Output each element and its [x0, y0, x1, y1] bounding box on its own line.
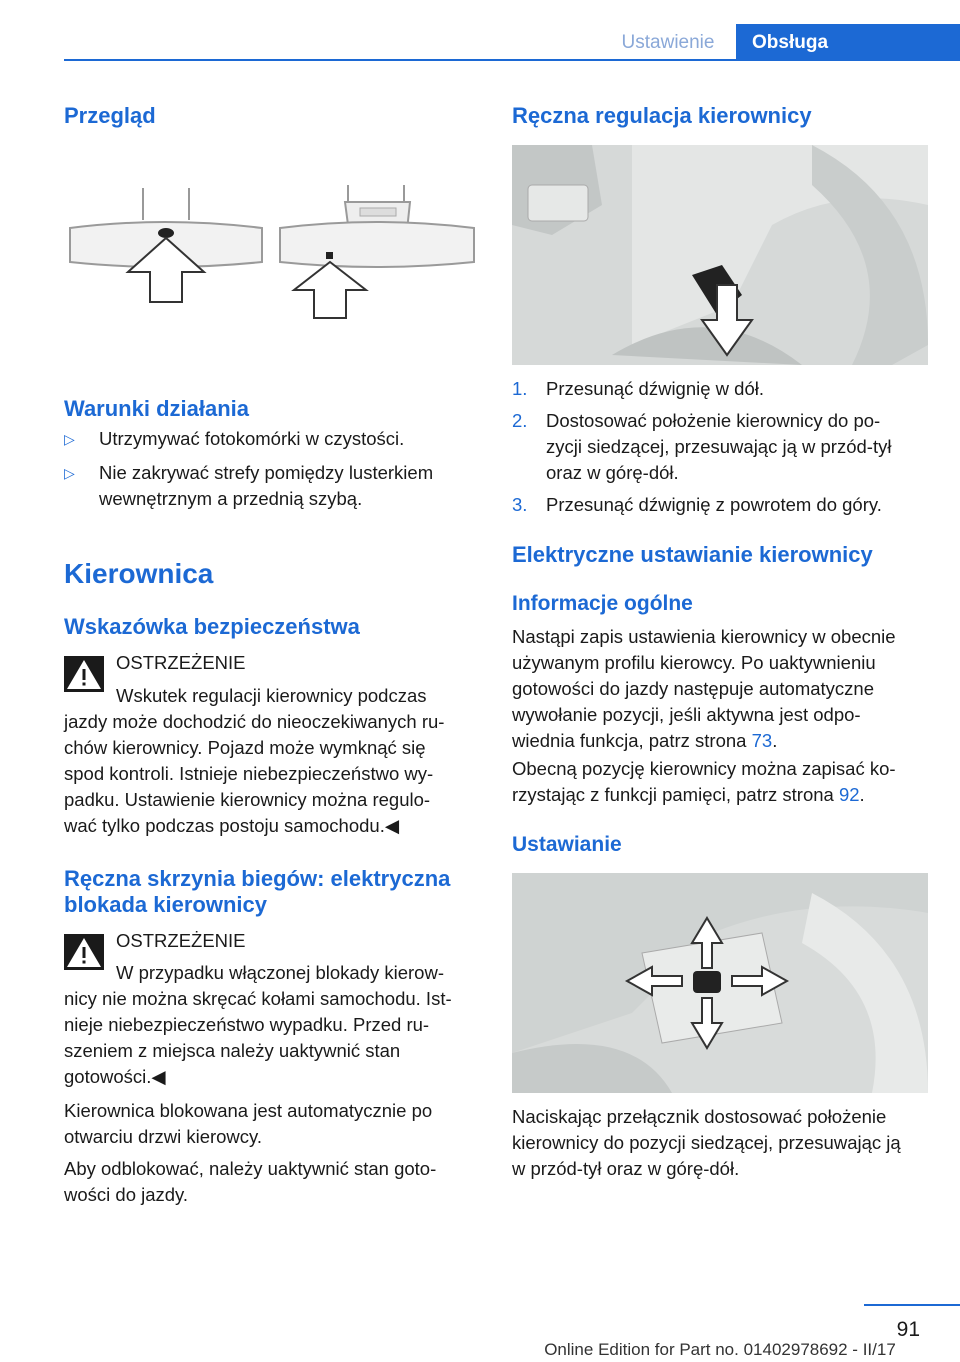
paragraph: Naciskając przełącznik dostosować położenie kierownicy do pozycji siedzącej, przesuwając ją w przód-tył oraz w górę-dół.: [512, 1106, 901, 1179]
warning-text-continued: nicy nie można skręcać kołami samochodu. Ist- nieje niebezpieczeństwo wypadku. Przed ru- szeniem z miejsca należy uaktywnić stan gotowości.◀: [64, 988, 452, 1087]
section-title-elektryczne: Elektryczne ustawianie kierownicy: [512, 542, 873, 567]
header-tab-ustawienie[interactable]: Ustawienie: [621, 31, 715, 53]
subsection-title-informacje: Informacje ogólne: [512, 592, 693, 615]
step-item: 3. Przesunąć dźwignię z powrotem do góry.: [512, 494, 882, 515]
triangle-bullet-icon: ▷: [64, 465, 75, 481]
section-title-przeglad: Przegląd: [64, 103, 156, 128]
paragraph: Aby odblokować, należy uaktywnić stan goto- wości do jazdy.: [64, 1158, 437, 1205]
paragraph: Kierownica blokowana jest automatycznie po otwarciu drzwi kierowcy.: [64, 1100, 433, 1147]
warning-text-continued: jazdy może dochodzić do nieoczekiwanych ru- chów kierownicy. Pojazd może wymknąć się spod kontroli. Istnieje niebezpieczeństwo wy- padku. Ustawienie kierownicy można regulo- wać tylko podczas postoju samochodu.◀: [64, 711, 445, 836]
list-item-text: Nie zakrywać strefy pomiędzy lusterkiem wewnętrznym a przednią szybą.: [99, 462, 434, 509]
footer-rule: [864, 1304, 960, 1306]
paragraph: Obecną pozycję kierownicy można zapisać ko- rzystając z funkcji pamięci, patrz strona 92.: [512, 758, 896, 805]
warning-label: OSTRZEŻENIE: [116, 930, 246, 951]
page-link-92[interactable]: 92: [838, 784, 860, 805]
steps-list: [512, 376, 932, 518]
page-number: 91: [896, 1318, 920, 1341]
edition-note: Online Edition for Part no. 01402978692 - II/17: [544, 1340, 896, 1359]
step-item: 1. Przesunąć dźwignię w dół.: [512, 378, 764, 399]
steering-switch-illustration: [512, 873, 928, 1093]
header-tab-obsluga[interactable]: Obsługa: [736, 24, 960, 61]
header-rule: [64, 59, 960, 61]
page-link-73[interactable]: 73: [751, 730, 773, 751]
mirror-illustration: [64, 180, 479, 320]
chapter-title-kierownica: Kierownica: [64, 558, 214, 589]
list-item-text: Utrzymywać fotokomórki w czystości.: [99, 428, 405, 449]
step-item: 2. Dostosować położenie kierownicy do po- zycji siedzącej, przesuwając ją w przód-tył oraz w górę-dół.: [512, 410, 892, 483]
warning-label: OSTRZEŻENIE: [116, 652, 246, 673]
warning-triangle-icon: [64, 934, 104, 970]
triangle-bullet-icon: ▷: [64, 431, 75, 447]
warning-text: Wskutek regulacji kierownicy podczas: [116, 685, 427, 706]
paragraph: Nastąpi zapis ustawienia kierownicy w obecnie używanym profilu kierowcy. Po uaktywnieniu gotowości do jazdy następuje automatyczne wywołanie pozycji, jeśli aktywna jest odpo- wiednia funkcja, patrz strona 73.: [512, 626, 896, 751]
steering-lever-illustration: [512, 145, 928, 365]
warning-triangle-icon: [64, 656, 104, 692]
subsection-title-ustawianie: Ustawianie: [512, 833, 622, 856]
warning-text: W przypadku włączonej blokady kierow-: [116, 962, 444, 983]
section-title-reczna-skrzynia: Ręczna skrzynia biegów: elektryczna blokada kierownicy: [64, 866, 451, 917]
section-title-wskazowka: Wskazówka bezpieczeństwa: [64, 614, 360, 639]
section-title-warunki: Warunki działania: [64, 396, 250, 421]
section-title-reczna-regulacja: Ręczna regulacja kierownicy: [512, 103, 812, 128]
